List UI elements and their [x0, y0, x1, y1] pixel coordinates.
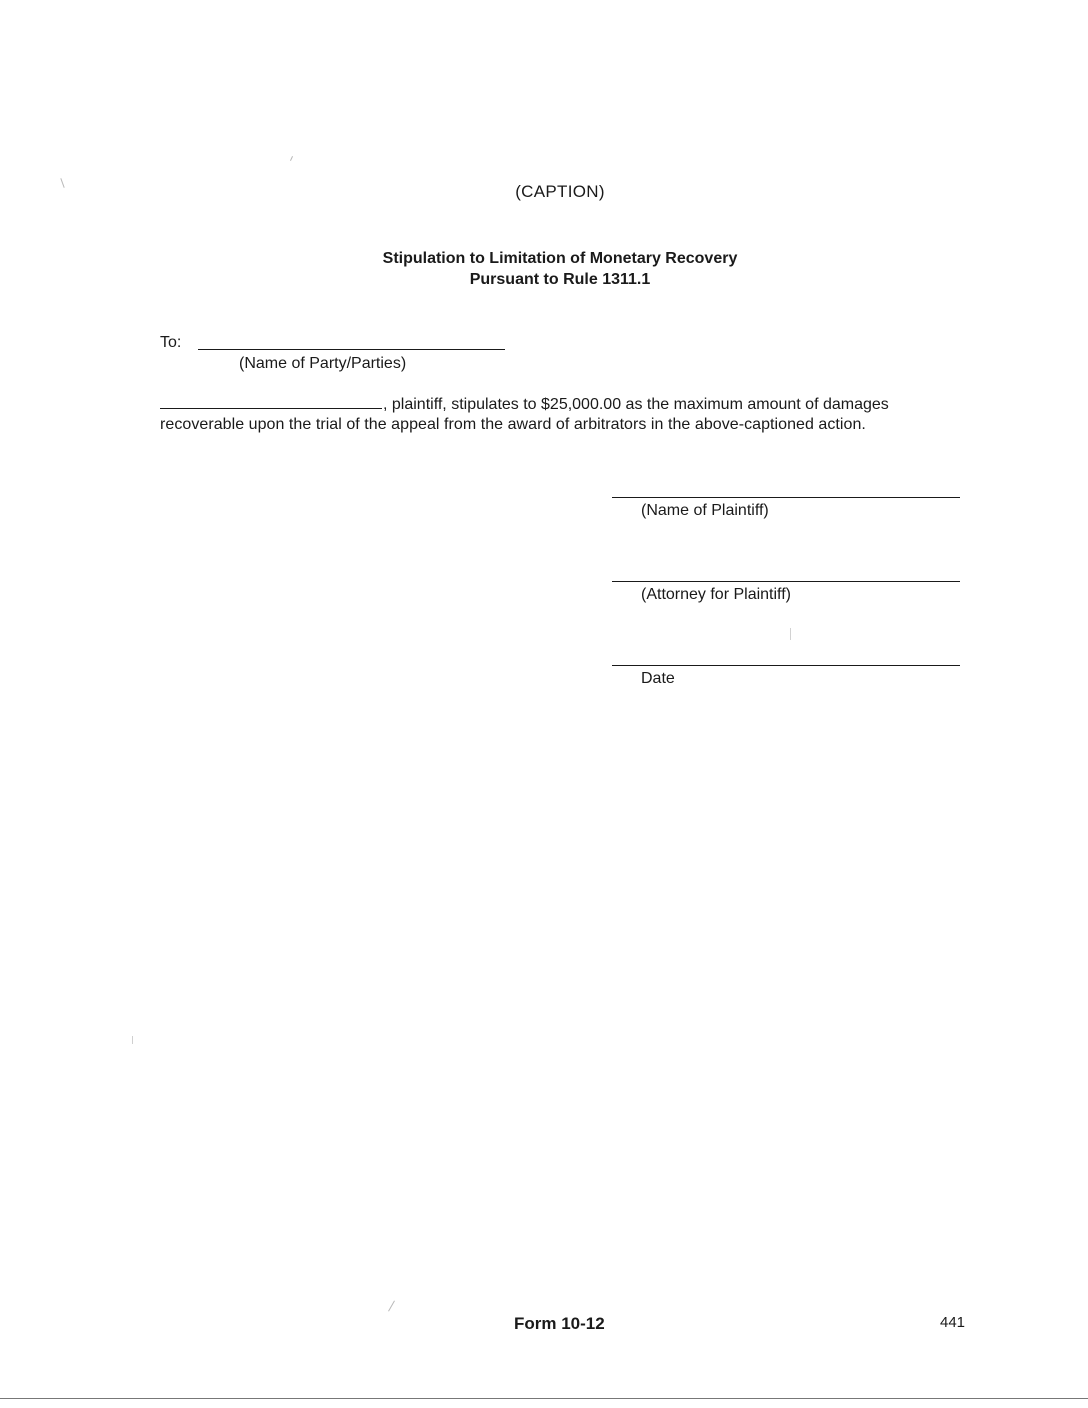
scan-bottom-edge [0, 1398, 1088, 1399]
title-line-2: Pursuant to Rule 1311.1 [469, 271, 651, 288]
form-number: Form 10-12 [514, 1314, 605, 1333]
to-party-blank-line[interactable] [198, 349, 505, 350]
document-title [0, 248, 1088, 290]
plaintiff-name-signature-line[interactable] [612, 497, 960, 498]
to-party-caption: (Name of Party/Parties) [239, 355, 407, 372]
scan-speck [790, 628, 791, 640]
to-label: To: [160, 334, 182, 351]
date-label: Date [641, 670, 675, 687]
stipulation-paragraph [160, 395, 962, 435]
title-line-1: Stipulation to Limitation of Monetary Recovery [382, 250, 738, 267]
attorney-signature-line[interactable] [612, 581, 960, 582]
scan-speck [132, 1036, 133, 1044]
scan-speck [290, 156, 293, 161]
page-number: 441 [940, 1314, 966, 1331]
scan-speck [388, 1301, 395, 1312]
plaintiff-name-label: (Name of Plaintiff) [641, 502, 769, 519]
date-signature-line[interactable] [612, 665, 960, 666]
body-line-2: recoverable upon the trial of the appeal from the award of arbitrators in the above-captioned action. [160, 416, 866, 433]
attorney-label: (Attorney for Plaintiff) [641, 586, 791, 603]
plaintiff-name-blank-line[interactable] [160, 408, 382, 409]
caption-heading: (CAPTION) [515, 182, 605, 201]
body-line-1: , plaintiff, stipulates to $25,000.00 as the maximum amount of damages [383, 396, 889, 413]
